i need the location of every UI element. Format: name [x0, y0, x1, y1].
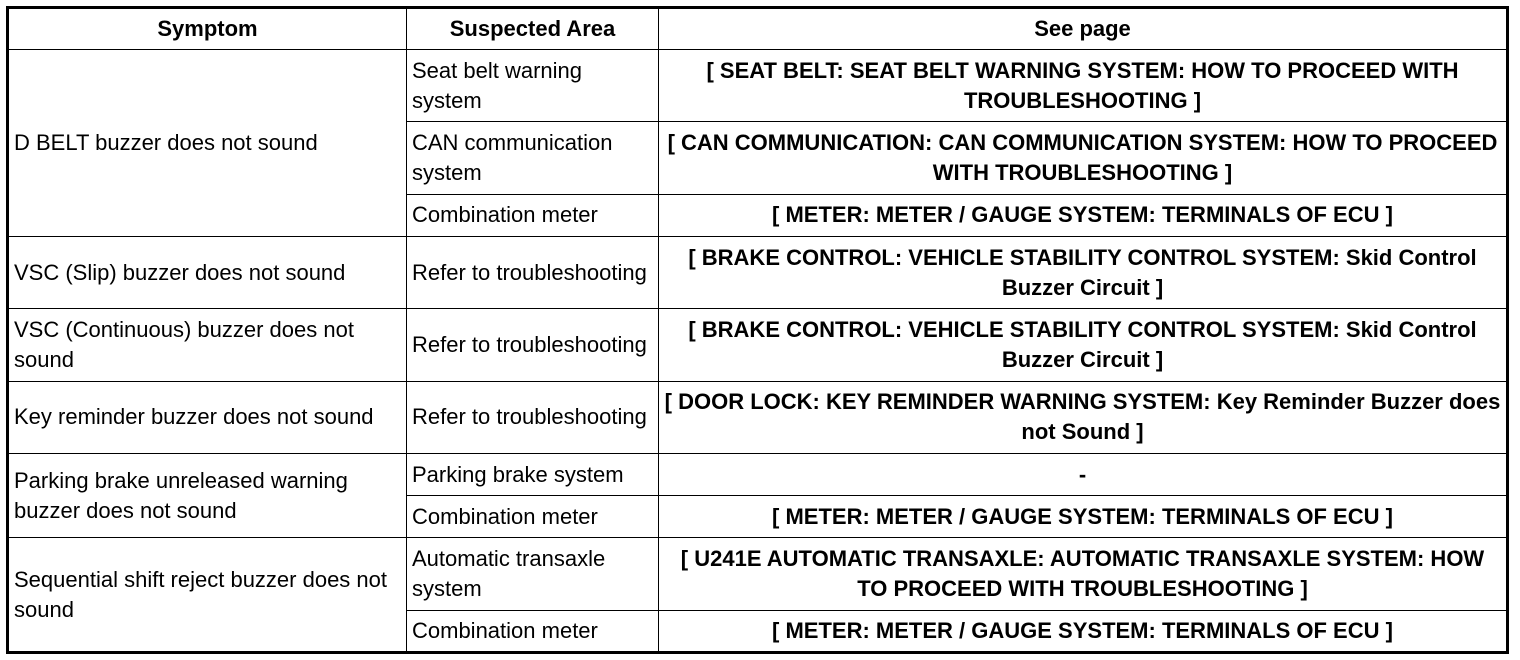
header-see-page: See page	[659, 8, 1508, 50]
table-row	[8, 236, 1508, 308]
see-page-cell: [ CAN COMMUNICATION: CAN COMMUNICATION SYSTEM: HOW TO PROCEED WITH TROUBLESHOOTING ]	[659, 122, 1508, 194]
see-page-cell: [ METER: METER / GAUGE SYSTEM: TERMINALS OF ECU ]	[659, 194, 1508, 236]
suspected-area-cell: Automatic transaxle system	[407, 538, 659, 610]
troubleshooting-table	[6, 6, 1509, 654]
table-row	[8, 538, 1508, 610]
symptom-cell: D BELT buzzer does not sound	[8, 50, 407, 237]
see-page-cell: -	[659, 454, 1508, 496]
symptom-cell: Parking brake unreleased warning buzzer does not sound	[8, 454, 407, 538]
see-page-cell: [ BRAKE CONTROL: VEHICLE STABILITY CONTROL SYSTEM: Skid Control Buzzer Circuit ]	[659, 309, 1508, 381]
header-suspected-area: Suspected Area	[407, 8, 659, 50]
table-row	[8, 309, 1508, 381]
see-page-cell: [ METER: METER / GAUGE SYSTEM: TERMINALS OF ECU ]	[659, 496, 1508, 538]
suspected-area-cell: Combination meter	[407, 194, 659, 236]
see-page-cell: [ BRAKE CONTROL: VEHICLE STABILITY CONTROL SYSTEM: Skid Control Buzzer Circuit ]	[659, 236, 1508, 308]
table-row	[8, 50, 1508, 122]
suspected-area-cell: CAN communication system	[407, 122, 659, 194]
table-row	[8, 454, 1508, 496]
symptom-cell: Key reminder buzzer does not sound	[8, 381, 407, 453]
see-page-cell: [ SEAT BELT: SEAT BELT WARNING SYSTEM: HOW TO PROCEED WITH TROUBLESHOOTING ]	[659, 50, 1508, 122]
suspected-area-cell: Refer to troubleshooting	[407, 381, 659, 453]
suspected-area-cell: Parking brake system	[407, 454, 659, 496]
see-page-cell: [ METER: METER / GAUGE SYSTEM: TERMINALS OF ECU ]	[659, 610, 1508, 652]
see-page-cell: [ U241E AUTOMATIC TRANSAXLE: AUTOMATIC TRANSAXLE SYSTEM: HOW TO PROCEED WITH TROUBLESHOOTING ]	[659, 538, 1508, 610]
see-page-cell: [ DOOR LOCK: KEY REMINDER WARNING SYSTEM: Key Reminder Buzzer does not Sound ]	[659, 381, 1508, 453]
symptom-cell: VSC (Slip) buzzer does not sound	[8, 236, 407, 308]
suspected-area-cell: Combination meter	[407, 496, 659, 538]
table-row	[8, 381, 1508, 453]
suspected-area-cell: Refer to troubleshooting	[407, 236, 659, 308]
header-symptom: Symptom	[8, 8, 407, 50]
symptom-cell: VSC (Continuous) buzzer does not sound	[8, 309, 407, 381]
suspected-area-cell: Refer to troubleshooting	[407, 309, 659, 381]
suspected-area-cell: Seat belt warning system	[407, 50, 659, 122]
suspected-area-cell: Combination meter	[407, 610, 659, 652]
header-row	[8, 8, 1508, 50]
symptom-cell: Sequential shift reject buzzer does not sound	[8, 538, 407, 653]
